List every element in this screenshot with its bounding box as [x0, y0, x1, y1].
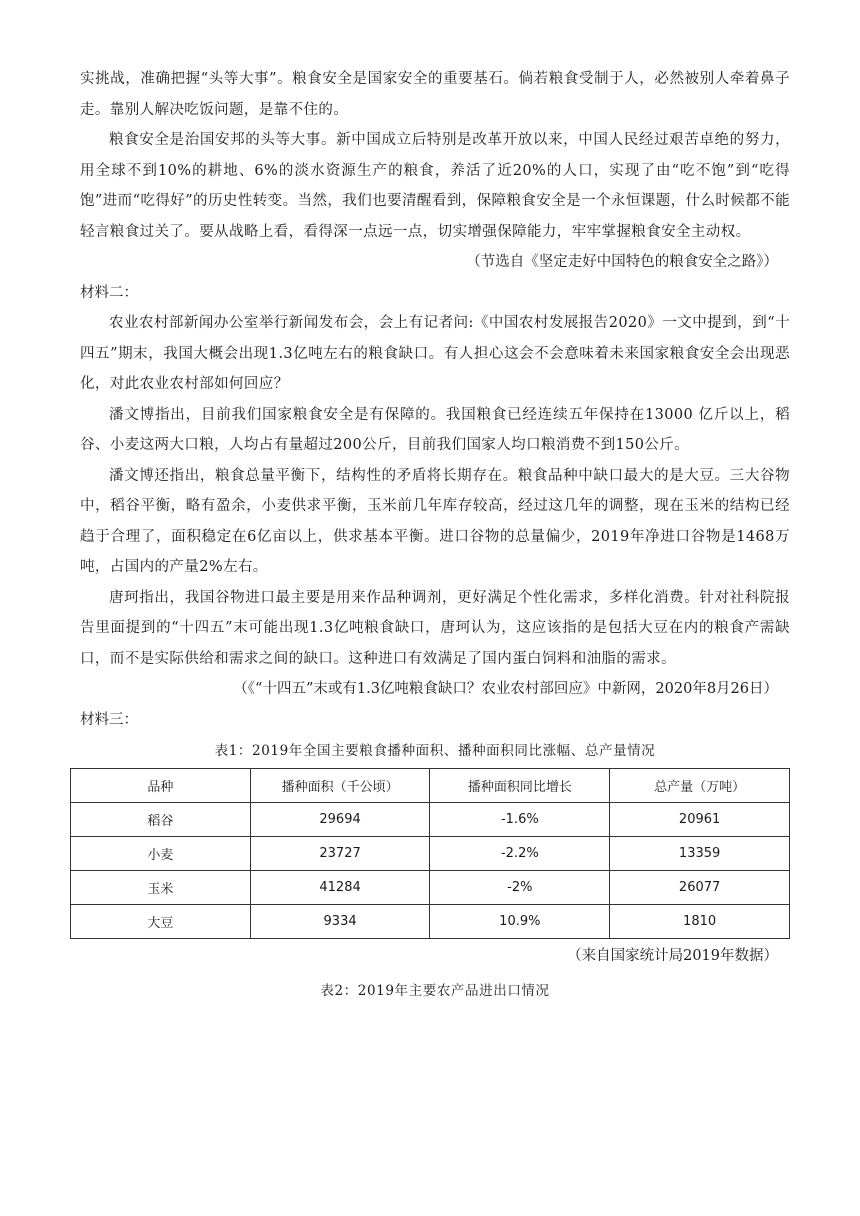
table-cell: 20961	[610, 803, 790, 837]
header-area-growth: 播种面积同比增长	[430, 769, 610, 803]
table-cell: -2.2%	[430, 837, 610, 871]
material-3-label: 材料三：	[80, 711, 138, 728]
table-row	[71, 837, 790, 871]
table-cell: 9334	[250, 905, 430, 939]
table-header-row	[71, 769, 790, 803]
table-cell: -1.6%	[430, 803, 610, 837]
table-2-caption: 表2：2019年主要农产品进出口情况	[320, 982, 550, 999]
table-cell: -2%	[430, 871, 610, 905]
table-row	[71, 803, 790, 837]
grain-table	[70, 768, 790, 939]
table-cell: 小麦	[71, 837, 251, 871]
table-cell: 大豆	[71, 905, 251, 939]
table-cell: 1810	[610, 905, 790, 939]
table-cell: 10.9%	[430, 905, 610, 939]
material-2-label: 材料二：	[80, 284, 138, 301]
table-cell: 稻谷	[71, 803, 251, 837]
table-cell: 26077	[610, 871, 790, 905]
material-2-paragraph-1: 农业农村部新闻办公室举行新闻发布会，会上有记者问:《中国农村发展报告2020》一文中提到，到“十四五”期末，我国大概会出现1.3亿吨左右的粮食缺口。有人担心这会不会意味着未来国家粮食安全会出现恶化，对此农业农村部如何回应？	[80, 315, 790, 392]
table-cell: 23727	[250, 837, 430, 871]
material-2-paragraph-4: 唐珂指出，我国谷物进口最主要是用来作品种调剂，更好满足个性化需求，多样化消费。针对社科院报告里面提到的“十四五”末可能出现1.3亿吨粮食缺口，唐珂认为，这应该指的是包括大豆在内的粮食产需缺口，而不是实际供给和需求之间的缺口。这种进口有效满足了国内蛋白饲料和油脂的需求。	[80, 589, 790, 667]
table-1-caption: 表1：2019年全国主要粮食播种面积、播种面积同比涨幅、总产量情况	[214, 743, 656, 759]
material-2-paragraph-3: 潘文博还指出，粮食总量平衡下，结构性的矛盾将长期存在。粮食品种中缺口最大的是大豆。三大谷物中，稻谷平衡，略有盈余，小麦供求平衡，玉米前几年库存较高，经过这几年的调整，现在玉米的结构已经趋于合理了，面积稳定在6亿亩以上，供求基本平衡。进口谷物的总量偏少，2019年净进口谷物是1468万吨，占国内的产量2%左右。	[80, 467, 790, 575]
table-cell: 41284	[250, 871, 430, 905]
document-content	[80, 64, 790, 1002]
intro-source: （节选自《坚定走好中国特色的粮食安全之路》）	[466, 254, 778, 270]
material-2-paragraph-2: 潘文博指出，目前我们国家粮食安全是有保障的。我国粮食已经连续五年保持在13000 亿斤以上，稻谷、小麦这两大口粮，人均占有量超过200公斤，目前我们国家人均口粮消费不到150公斤。	[80, 406, 790, 453]
table-row	[71, 871, 790, 905]
header-sown-area: 播种面积（千公顷）	[250, 769, 430, 803]
table-cell: 29694	[250, 803, 430, 837]
table-cell: 玉米	[71, 871, 251, 905]
intro-paragraph-1: 实挑战，准确把握“头等大事”。粮食安全是国家安全的重要基石。倘若粮食受制于人，必然被别人牵着鼻子走。靠别人解决吃饭问题，是靠不住的。	[80, 71, 790, 118]
intro-paragraph-2: 粮食安全是治国安邦的头等大事。新中国成立后特别是改革开放以来，中国人民经过艰苦卓绝的努力，用全球不到10%的耕地、6%的淡水资源生产的粮食，养活了近20%的人口，实现了由“吃不饱”到“吃得饱”进而“吃得好”的历史性转变。当然，我们也要清醒看到，保障粮食安全是一个永恒课题，什么时候都不能轻言粮食过关了。要从战略上看，看得深一点远一点，切实增强保障能力，牢牢掌握粮食安全主动权。	[80, 132, 790, 240]
material-2-source: （《“十四五”末或有1.3亿吨粮食缺口？农业农村部回应》中新网，2020年8月26日）	[233, 681, 778, 697]
header-variety: 品种	[71, 769, 251, 803]
table-row	[71, 905, 790, 939]
header-total-output: 总产量（万吨）	[610, 769, 790, 803]
table-cell: 13359	[610, 837, 790, 871]
table-1-source: （来自国家统计局2019年数据）	[567, 948, 778, 964]
